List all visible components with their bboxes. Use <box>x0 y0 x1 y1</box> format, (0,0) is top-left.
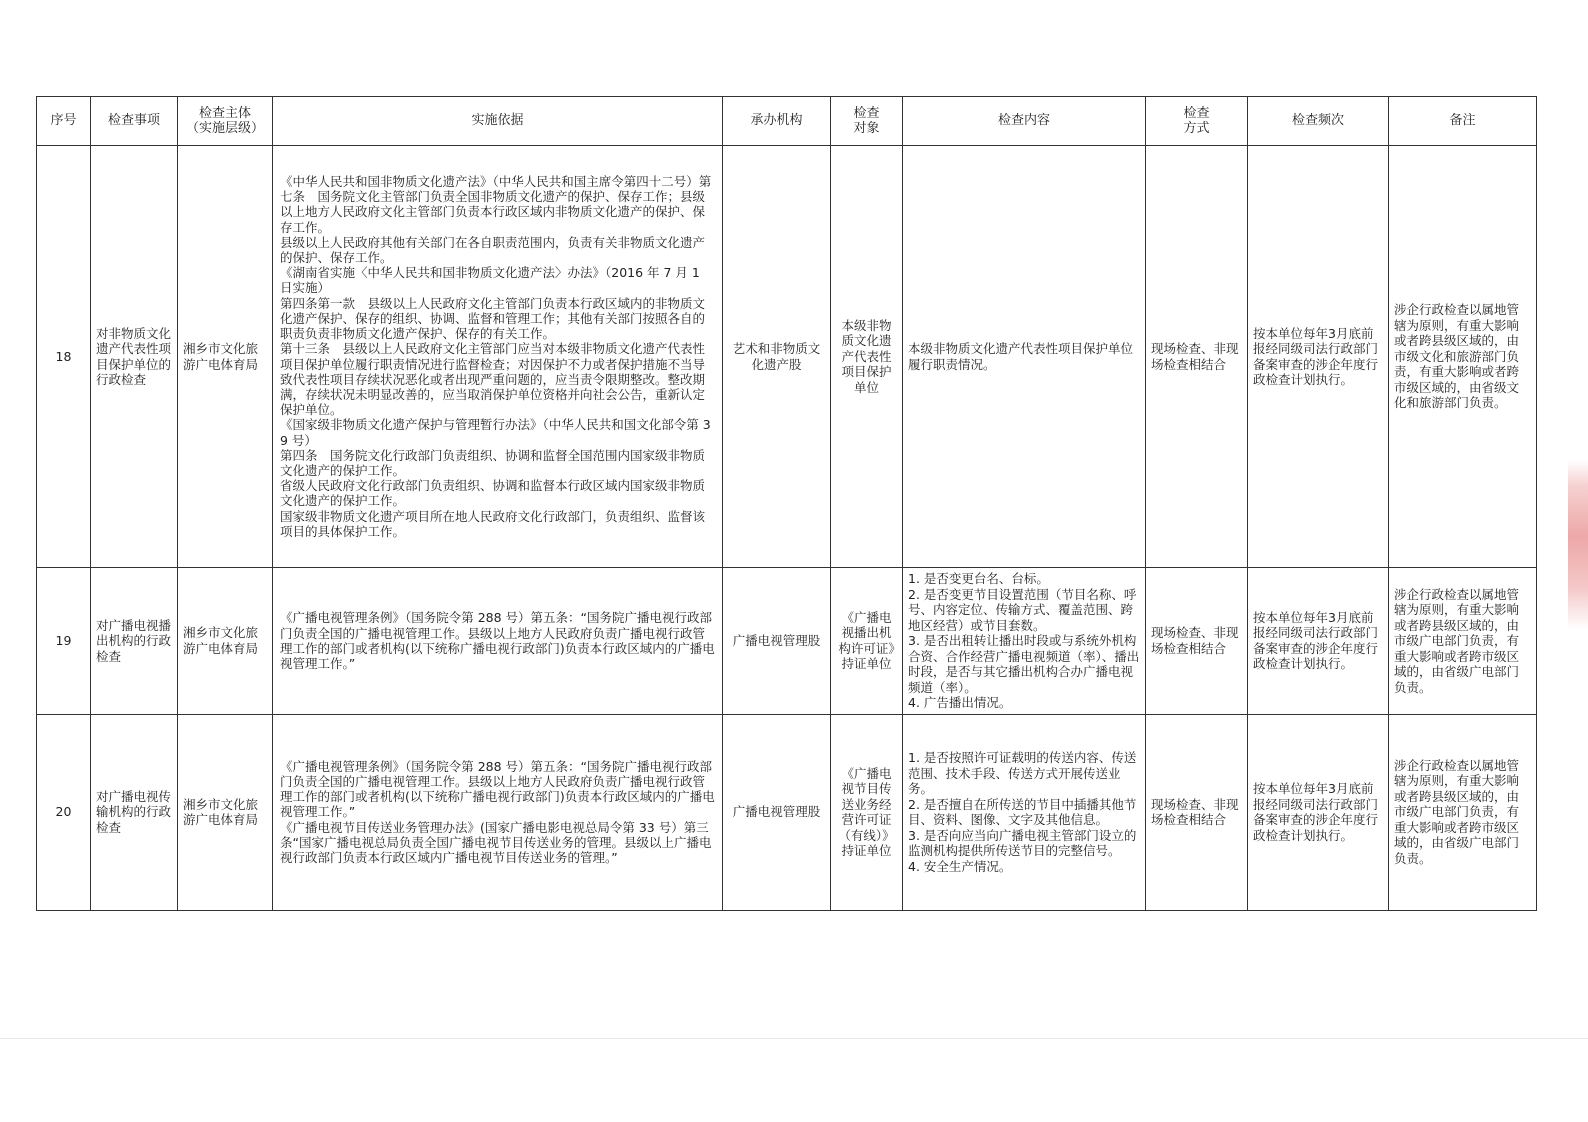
row-subject: 湘乡市文化旅游广电体育局 <box>178 146 273 568</box>
row-content: 1. 是否变更台名、台标。 2. 是否变更节目设置范围（节目名称、呼号、内容定位、传输方式、覆盖范围、跨地区经营）或节目套数。 3. 是否出租转让播出时段或与系统外机构合资、合作经营广播电视频道（率）、播出时段，是否与其它播出机构合办广播电视频道（率）。 4. 广告播出情况。 <box>903 568 1146 715</box>
header-remark: 备注 <box>1389 97 1537 146</box>
row-org: 艺术和非物质文化遗产股 <box>723 146 831 568</box>
inspection-table <box>36 96 1537 911</box>
header-subject: 检查主体 （实施层级） <box>178 97 273 146</box>
table-row <box>37 568 1537 715</box>
row-target: 《广播电视节目传送业务经营许可证（有线）》持证单位 <box>831 714 903 910</box>
row-remark: 涉企行政检查以属地管辖为原则，有重大影响或者跨县级区域的，由市级广电部门负责，有重大影响或者跨市级区域的，由省级广电部门负责。 <box>1389 568 1537 715</box>
row-no: 20 <box>37 714 91 910</box>
row-content: 本级非物质文化遗产代表性项目保护单位履行职责情况。 <box>903 146 1146 568</box>
header-no: 序号 <box>37 97 91 146</box>
red-seal-fragment <box>1568 460 1588 630</box>
row-no: 18 <box>37 146 91 568</box>
header-freq: 检查频次 <box>1248 97 1389 146</box>
header-row <box>37 97 1537 146</box>
row-org: 广播电视管理股 <box>723 568 831 715</box>
row-org: 广播电视管理股 <box>723 714 831 910</box>
row-method: 现场检查、非现场检查相结合 <box>1146 714 1248 910</box>
row-content: 1. 是否按照许可证载明的传送内容、传送范围、技术手段、传送方式开展传送业务。 2. 是否擅自在所传送的节目中插播其他节目、资料、图像、文字及其他信息。 3. 是否向应当向广播电视主管部门设立的监测机构提供所传送节目的完整信号。 4. 安全生产情况。 <box>903 714 1146 910</box>
table-row <box>37 714 1537 910</box>
row-method: 现场检查、非现场检查相结合 <box>1146 568 1248 715</box>
header-target: 检查 对象 <box>831 97 903 146</box>
row-basis: 《中华人民共和国非物质文化遗产法》（中华人民共和国主席令第四十二号）第七条 国务院文化主管部门负责全国非物质文化遗产的保护、保存工作；县级以上地方人民政府文化主管部门负责本行政区域内非物质文化遗产的保护、保存工作。 县级以上人民政府其他有关部门在各自职责范围内，负责有关非物质文化遗产的保护、保存工作。 《湖南省实施〈中华人民共和国非物质文化遗产法〉办法》（2016 年 7 月 1 日实施） 第四条第一款 县级以上人民政府文化主管部门负责本行政区域内的非物质文化遗产保护、保存的组织、协调、监督和管理工作；其他有关部门按照各自的职责负责非物质文化遗产保护、保存的有关工作。 第十三条 县级以上人民政府文化主管部门应当对本级非物质文化遗产代表性项目保护单位履行职责情况进行监督检查；对因保护不力或者保护措施不当导致代表性项目存续状况恶化或者出现严重问题的，应当责令限期整改。整改期满，存续状况未明显改善的，应当取消保护单位资格并向社会公告，重新认定保护单位。 《国家级非物质文化遗产保护与管理暂行办法》（中华人民共和国文化部令第 39 号） 第四条 国务院文化行政部门负责组织、协调和监督全国范围内国家级非物质文化遗产的保护工作。 省级人民政府文化行政部门负责组织、协调和监督本行政区域内国家级非物质文化遗产的保护工作。 国家级非物质文化遗产项目所在地人民政府文化行政部门，负责组织、监督该项目的具体保护工作。 <box>273 146 723 568</box>
document-sheet <box>36 96 1536 911</box>
row-basis: 《广播电视管理条例》（国务院令第 288 号）第五条：“国务院广播电视行政部门负责全国的广播电视管理工作。县级以上地方人民政府负责广播电视行政管理工作的部门或者机构(以下统称广播电视行政部门)负责本行政区域内的广播电视管理工作。” 《广播电视节目传送业务管理办法》(国家广播电影电视总局令第 33 号）第三条“国家广播电视总局负责全国广播电视节目传送业务的管理。县级以上广播电视行政部门负责本行政区域内广播电视节目传送业务的管理。” <box>273 714 723 910</box>
header-method: 检查 方式 <box>1146 97 1248 146</box>
row-freq: 按本单位每年3月底前报经同级司法行政部门备案审查的涉企年度行政检查计划执行。 <box>1248 568 1389 715</box>
header-org: 承办机构 <box>723 97 831 146</box>
row-item: 对非物质文化遗产代表性项目保护单位的行政检查 <box>91 146 178 568</box>
row-remark: 涉企行政检查以属地管辖为原则，有重大影响或者跨县级区域的，由市级广电部门负责，有重大影响或者跨市级区域的，由省级广电部门负责。 <box>1389 714 1537 910</box>
row-target: 《广播电视播出机构许可证》持证单位 <box>831 568 903 715</box>
header-content: 检查内容 <box>903 97 1146 146</box>
row-freq: 按本单位每年3月底前报经同级司法行政部门备案审查的涉企年度行政检查计划执行。 <box>1248 146 1389 568</box>
header-item: 检查事项 <box>91 97 178 146</box>
row-target: 本级非物质文化遗产代表性项目保护单位 <box>831 146 903 568</box>
row-no: 19 <box>37 568 91 715</box>
row-item: 对广播电视播出机构的行政检查 <box>91 568 178 715</box>
row-method: 现场检查、非现场检查相结合 <box>1146 146 1248 568</box>
row-item: 对广播电视传输机构的行政检查 <box>91 714 178 910</box>
row-subject: 湘乡市文化旅游广电体育局 <box>178 714 273 910</box>
page-edge-line <box>0 1038 1588 1039</box>
row-remark: 涉企行政检查以属地管辖为原则，有重大影响或者跨县级区域的，由市级文化和旅游部门负责，有重大影响或者跨市级区域的，由省级文化和旅游部门负责。 <box>1389 146 1537 568</box>
header-basis: 实施依据 <box>273 97 723 146</box>
row-basis: 《广播电视管理条例》（国务院令第 288 号）第五条：“国务院广播电视行政部门负责全国的广播电视管理工作。县级以上地方人民政府负责广播电视行政管理工作的部门或者机构(以下统称广播电视行政部门)负责本行政区域内的广播电视管理工作。” <box>273 568 723 715</box>
row-subject: 湘乡市文化旅游广电体育局 <box>178 568 273 715</box>
row-freq: 按本单位每年3月底前报经同级司法行政部门备案审查的涉企年度行政检查计划执行。 <box>1248 714 1389 910</box>
table-row <box>37 146 1537 568</box>
